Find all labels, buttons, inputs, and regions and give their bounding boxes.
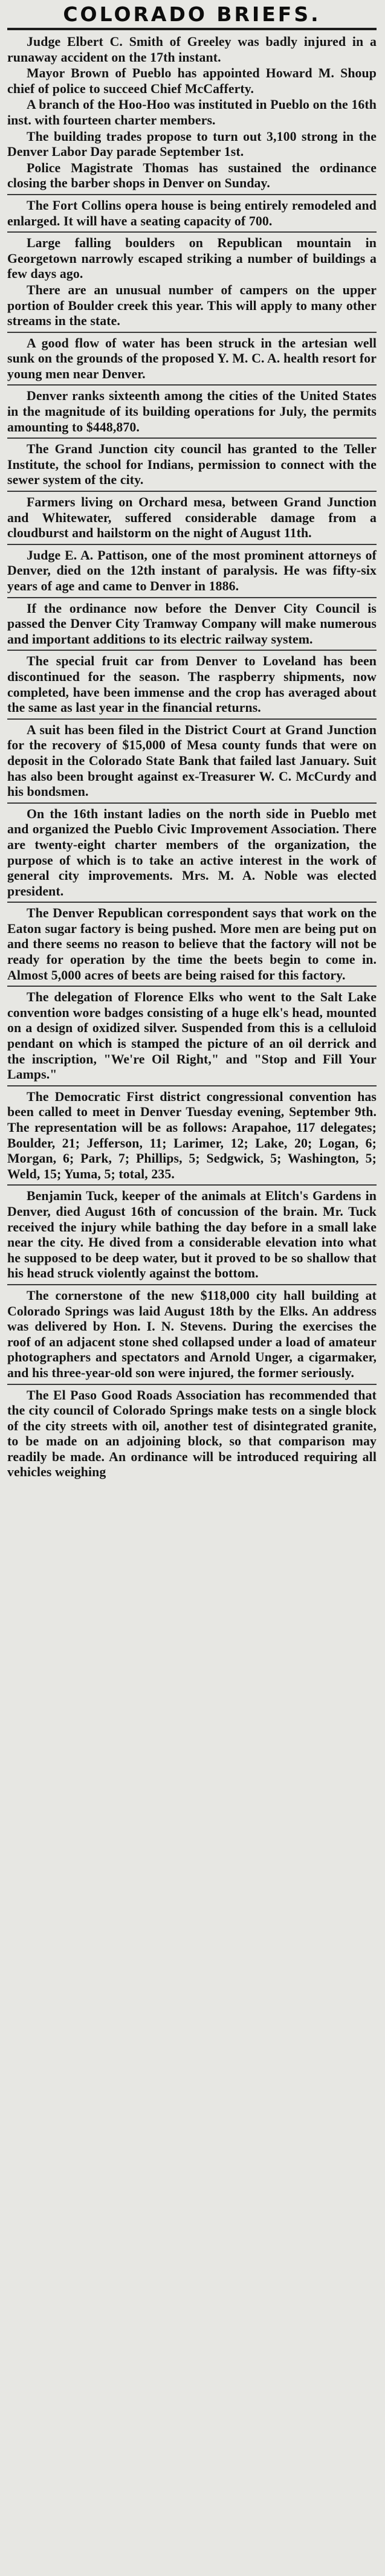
news-brief-paragraph: Judge E. A. Pattison, one of the most prominent attorneys of Denver, died on the 12th instant of paralysis. He was fifty-six years of age and came to Denver in 1886. bbox=[7, 547, 377, 593]
news-brief-paragraph: There are an unusual number of campers on the upper portion of Boulder creek this year. This will apply to many other streams in the state. bbox=[7, 282, 377, 329]
news-brief-paragraph: The El Paso Good Roads Association has recommended that the city council of Colorado Springs make tests on a single block of the city streets with oil, another test of disintegrated granite, to be made on an adjoining block, so that comparison may readily be made. An ordinance will be introduced requiring all vehicles weighing bbox=[7, 1387, 377, 1480]
news-brief-paragraph: The delegation of Florence Elks who went to the Salt Lake convention wore badges consisting of a huge elk's head, mounted on a design of oxidized silver. Suspended from this is a celluloid pendant on which is stamped the picture of an oil derrick and the inscription, "We're Oil Right," and "Stop and Fill Your Lamps." bbox=[7, 990, 377, 1082]
news-brief-paragraph: If the ordinance now before the Denver City Council is passed the Denver City Tramway Company will make numerous and important additions to its electric railway system. bbox=[7, 601, 377, 647]
paragraph-divider bbox=[7, 718, 377, 720]
news-brief-paragraph: The Democratic First district congressional convention has been called to meet in Denver Tuesday evening, September 9th. The representation will be as follows: Arapahoe, 117 delegates; Boulder, 21; Jefferson, 11; Larimer, 12; Lake, 20; Logan, 6; Morgan, 6; Park, 7; Phillips, 5; Sedgwick, 5; Washington, 5; Weld, 15; Yuma, 5; total, 235. bbox=[7, 1089, 377, 1181]
news-brief-paragraph: On the 16th instant ladies on the north side in Pueblo met and organized the Pueblo Civic Improvement Association. There are twenty-eight charter members of the organization, the purpose of which is to take an active interest in the work of general city improvements. Mrs. M. A. Noble was elected president. bbox=[7, 806, 377, 899]
news-brief-paragraph: The Fort Collins opera house is being entirely remodeled and enlarged. It will have a seating capacity of 700. bbox=[7, 198, 377, 228]
news-brief-paragraph: The Denver Republican correspondent says that work on the Eaton sugar factory is being pushed. More men are being put on and there seems no reason to believe that the factory will not be ready for operation by the time the beets begin to come in. Almost 5,000 acres of beets are being raised for this factory. bbox=[7, 906, 377, 983]
news-brief-paragraph: Denver ranks sixteenth among the cities of the United States in the magnitude of its building operations for July, the permits amounting to $448,870. bbox=[7, 389, 377, 434]
paragraph-divider bbox=[7, 1184, 377, 1186]
paragraph-divider bbox=[7, 902, 377, 903]
paragraph-divider bbox=[7, 802, 377, 804]
paragraph-divider bbox=[7, 986, 377, 987]
paragraph-divider bbox=[7, 332, 377, 333]
paragraph-divider bbox=[7, 1384, 377, 1385]
news-brief-paragraph: The special fruit car from Denver to Loveland has been discontinued for the season. The raspberry shipments, now completed, have been immense and the crop has averaged about the same as last year in the financial returns. bbox=[7, 654, 377, 715]
headline-rule bbox=[7, 28, 377, 30]
news-brief-paragraph: Farmers living on Orchard mesa, between Grand Junction and Whitewater, suffered considerable damage from a cloudburst and hailstorm on the night of August 11th. bbox=[7, 495, 377, 541]
news-brief-paragraph: A suit has been filed in the District Court at Grand Junction for the recovery of $15,000 of Mesa county funds that were on deposit in the Colorado State Bank that failed last January. Suit has also been brought against ex-Treasurer W. C. McCurdy and his bondsmen. bbox=[7, 722, 377, 799]
paragraph-divider bbox=[7, 384, 377, 386]
headline: COLORADO BRIEFS. bbox=[63, 2, 321, 26]
news-brief-paragraph: The cornerstone of the new $118,000 city hall building at Colorado Springs was laid August 18th by the Elks. An address was delivered by Hon. I. N. Stevens. During the exercises the roof of an adjacent stone shed collapsed under a load of amateur photographers and spectators and Arnold Unger, a cigarmaker, and his three-year-old son were injured, the former seriously. bbox=[7, 1288, 377, 1380]
news-brief-paragraph: The Grand Junction city council has granted to the Teller Institute, the school for Indians, permission to connect with the sewer system of the city. bbox=[7, 442, 377, 488]
paragraph-divider bbox=[7, 231, 377, 233]
paragraph-divider bbox=[7, 1284, 377, 1285]
news-brief-paragraph: A good flow of water has been struck in the artesian well sunk on the grounds of the proposed Y. M. C. A. health resort for young men near Denver. bbox=[7, 335, 377, 381]
paragraph-divider bbox=[7, 597, 377, 598]
news-brief-paragraph: The building trades propose to turn out 3,100 strong in the Denver Labor Day parade September 1st. bbox=[7, 129, 377, 160]
paragraph-divider bbox=[7, 437, 377, 439]
news-brief-paragraph: Mayor Brown of Pueblo has appointed Howard M. Shoup chief of police to succeed Chief McCafferty. bbox=[7, 66, 377, 96]
news-briefs bbox=[7, 34, 377, 1480]
news-brief-paragraph: Police Magistrate Thomas has sustained the ordinance closing the barber shops in Denver on Sunday. bbox=[7, 160, 377, 191]
paragraph-divider bbox=[7, 491, 377, 492]
news-brief-paragraph: Benjamin Tuck, keeper of the animals at Elitch's Gardens in Denver, died August 16th of concussion of the brain. Mr. Tuck received the injury while bathing the day before in a small lake near the city. He dived from a considerable elevation into what he supposed to be deep water, but it proved to be so shallow that his head struck violently against the bottom. bbox=[7, 1189, 377, 1281]
news-brief-paragraph: Judge Elbert C. Smith of Greeley was badly injured in a runaway accident on the 17th instant. bbox=[7, 34, 377, 65]
paragraph-divider bbox=[7, 650, 377, 651]
news-brief-paragraph: A branch of the Hoo-Hoo was instituted in Pueblo on the 16th inst. with fourteen charter members. bbox=[7, 97, 377, 128]
paragraph-divider bbox=[7, 1085, 377, 1086]
news-brief-paragraph: Large falling boulders on Republican mountain in Georgetown narrowly escaped striking a number of buildings a few days ago. bbox=[7, 236, 377, 282]
paragraph-divider bbox=[7, 194, 377, 195]
paragraph-divider bbox=[7, 544, 377, 545]
